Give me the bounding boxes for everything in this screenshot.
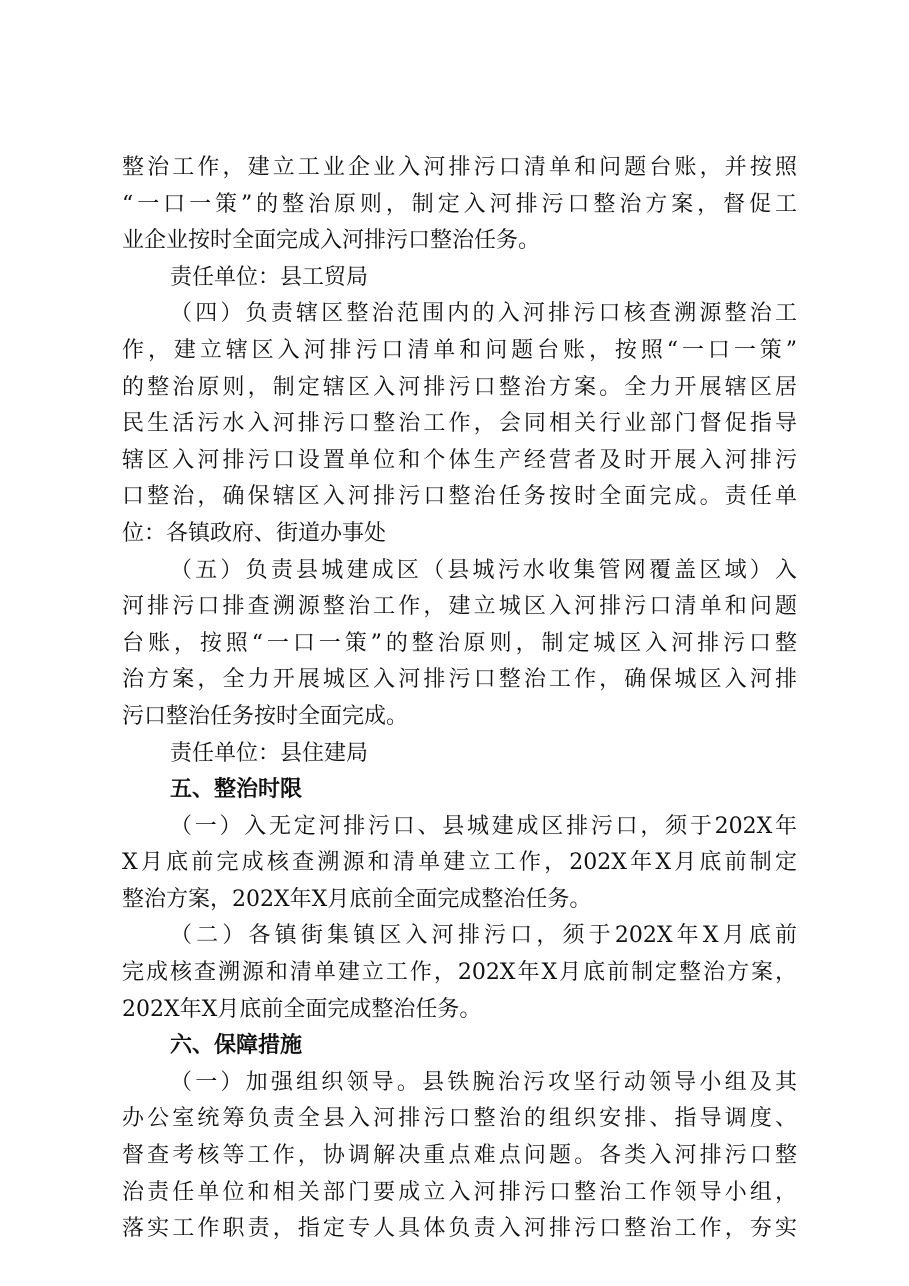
text-line: 整治方案，202X年X月底前全面完成整治任务。 xyxy=(122,886,592,912)
text-line: 202X年X月底前全面完成整治任务。 xyxy=(122,996,482,1022)
text-line: （四）负责辖区整治范围内的入河排污口核查溯源整治工 xyxy=(170,301,797,327)
document-body xyxy=(122,150,797,1248)
text-line: （五）负责县城建成区（县城污水收集管网覆盖区域）入 xyxy=(170,557,797,583)
text-line: 整治工作，建立工业企业入河排污口清单和问题台账，并按照 xyxy=(122,155,797,180)
text-line: 督查考核等工作，协调解决重点难点问题。各类入河排污口整 xyxy=(122,1143,797,1169)
section-heading: 六、保障措施 xyxy=(170,1033,303,1059)
text-line: 河排污口排查溯源整治工作，建立城区入河排污口清单和问题 xyxy=(122,594,797,620)
text-line: （一）加强组织领导。县铁腕治污攻坚行动领导小组及其 xyxy=(170,1069,797,1095)
text-line: （一）入无定河排污口、县城建成区排污口，须于202X年 xyxy=(170,813,797,839)
text-line: 落实工作职责，指定专人具体负责入河排污口整治工作，夯实 xyxy=(122,1216,797,1242)
text-line: 完成核查溯源和清单建立工作，202X年X月底前制定整治方案， xyxy=(122,960,797,986)
text-line: 口整治，确保辖区入河排污口整治任务按时全面完成。责任单 xyxy=(122,484,797,510)
section-heading: 五、整治时限 xyxy=(170,777,303,803)
text-line: X月底前完成核查溯源和清单建立工作，202X年X月底前制定 xyxy=(122,850,797,876)
text-line: 民生活污水入河排污口整治工作，会同相关行业部门督促指导 xyxy=(122,411,797,437)
text-line: 治责任单位和相关部门要成立入河排污口整治工作领导小组， xyxy=(122,1179,797,1205)
text-line: 台账，按照“一口一策”的整治原则，制定城区入河排污口整 xyxy=(122,630,797,656)
text-line: 治方案，全力开展城区入河排污口整治工作，确保城区入河排 xyxy=(122,667,797,693)
text-line: 辖区入河排污口设置单位和个体生产经营者及时开展入河排污 xyxy=(122,447,797,473)
text-line: 责任单位：县工贸局 xyxy=(170,264,369,290)
text-line: 责任单位：县住建局 xyxy=(170,740,369,766)
text-line: 作，建立辖区入河排污口清单和问题台账，按照“一口一策” xyxy=(122,337,797,363)
text-line: 的整治原则，制定辖区入河排污口整治方案。全力开展辖区居 xyxy=(122,374,797,400)
text-line: 位：各镇政府、街道办事处 xyxy=(122,520,387,546)
text-line: 业企业按时全面完成入河排污口整治任务。 xyxy=(122,228,541,254)
text-line: 污口整治任务按时全面完成。 xyxy=(122,703,409,729)
text-line: （二）各镇街集镇区入河排污口，须于202X年X月底前 xyxy=(170,923,797,949)
text-line: 办公室统筹负责全县入河排污口整治的组织安排、指导调度、 xyxy=(122,1106,797,1132)
text-line: “一口一策”的整治原则，制定入河排污口整治方案，督促工 xyxy=(122,191,797,217)
